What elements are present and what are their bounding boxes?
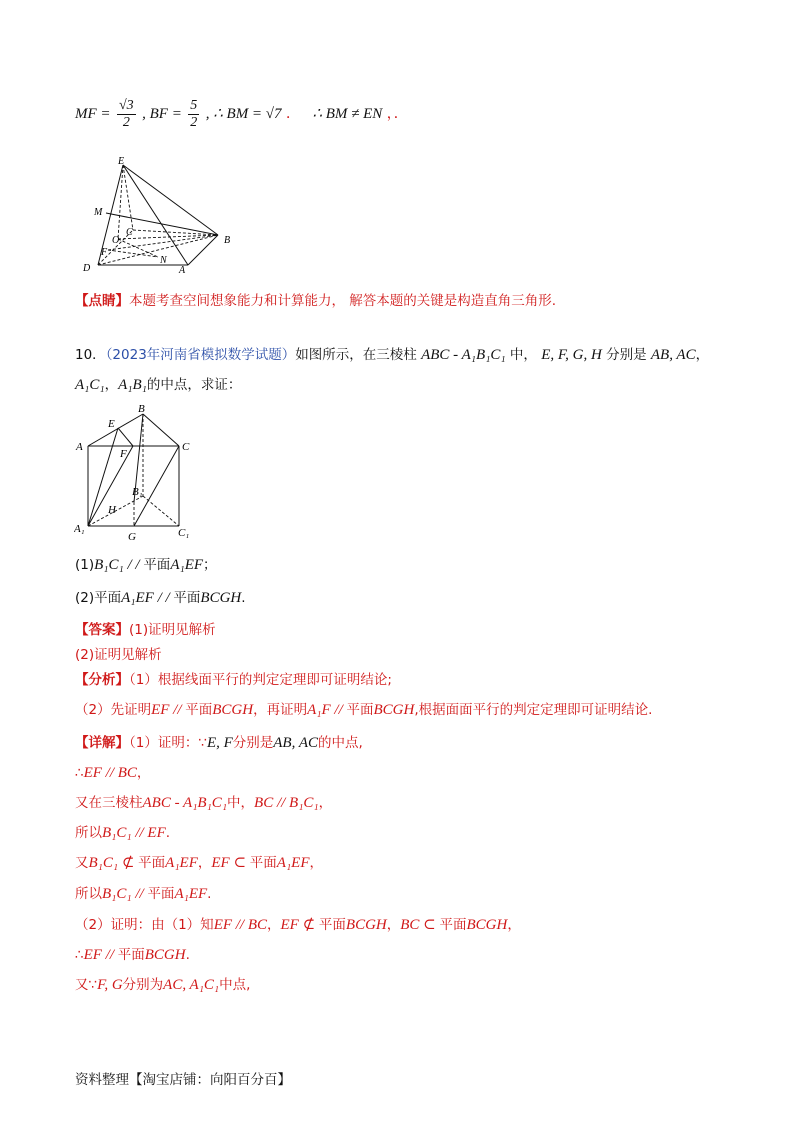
top-formula-line: [75, 96, 408, 132]
detail-l1-m2: AB, AC: [273, 735, 318, 751]
label-C: C: [182, 441, 190, 453]
detail-line-4: [75, 823, 170, 843]
analysis-p2-m3: A₁F //: [307, 702, 347, 718]
detail-l7-m2: EF ⊄: [280, 917, 319, 933]
detail-l9-m: F, G: [97, 977, 123, 993]
label-E: E: [118, 156, 125, 167]
fraction-denominator: 2: [122, 114, 130, 130]
problem-ab-ac: AB, AC: [650, 347, 696, 363]
detail-line-1: [75, 733, 363, 753]
question-2: [75, 588, 246, 608]
label-E: E: [108, 418, 115, 430]
formula-mf: MF =: [75, 106, 111, 122]
detail-l8-m2: BCGH: [144, 947, 186, 963]
detail-l7-m3: BCGH: [345, 917, 387, 933]
analysis-line-1: [75, 670, 392, 690]
q2-math: A₁EF / /: [121, 590, 174, 606]
formula-bf: , BF =: [142, 106, 182, 122]
detail-l7-m: EF // BC: [213, 917, 268, 933]
detail-line-6: [75, 884, 211, 904]
answer-line-1: [75, 620, 216, 640]
detail-l8-m: EF //: [83, 947, 118, 963]
detail-l9-b: 分别为: [122, 977, 164, 993]
analysis-p2-e: ,根据面面平行的判定定理即可证明结论.: [414, 702, 653, 718]
dianjing-line: [75, 291, 556, 311]
label-A: A: [76, 441, 83, 453]
detail-l9-a: 又∵: [75, 977, 98, 993]
detail-l1-a: （1）证明：∵: [129, 735, 207, 751]
analysis-tag: 【分析】: [75, 672, 129, 688]
analysis-p2-b: 平面: [185, 702, 213, 718]
detail-l5-d: 平面: [249, 855, 277, 871]
detail-l6-m2: A₁EF: [174, 886, 208, 902]
q2-prefix: (2)平面: [75, 590, 122, 606]
detail-line-7: [75, 915, 521, 935]
analysis-p2-a: （2）先证明: [75, 702, 152, 718]
problem-text-4: 的中点，求证：: [146, 377, 242, 393]
problem-a1b1: A₁B₁: [118, 377, 147, 393]
analysis-p1: （1）根据线面平行的判定定理即可证明结论;: [129, 672, 392, 688]
label-A: A: [179, 265, 186, 276]
fraction-denominator: 2: [190, 114, 198, 130]
detail-l7-m4: BC ⊂: [400, 917, 440, 933]
detail-l5-e: ，: [309, 855, 323, 871]
formula-dot: ．: [286, 106, 300, 122]
detail-tag: 【详解】: [75, 735, 129, 751]
detail-l7-f: ，: [507, 917, 521, 933]
label-F: F: [120, 448, 127, 460]
problem-sep: ，: [104, 377, 119, 393]
detail-l1-b: 分别是: [232, 735, 274, 751]
detail-line-8: [75, 945, 190, 965]
q1-plane: 平面: [143, 557, 171, 573]
label-D: D: [83, 263, 91, 274]
detail-l6-c: .: [207, 886, 212, 902]
detail-l3-m: ABC - A₁B₁C₁: [142, 795, 228, 811]
label-M: M: [94, 207, 103, 218]
label-H: H: [108, 504, 116, 516]
detail-l7-m5: BCGH: [466, 917, 508, 933]
problem-text-3: 分别是: [606, 347, 647, 363]
label-B: B: [138, 403, 145, 415]
detail-l7-d: ，: [386, 917, 401, 933]
problem-text-1: 如图所示，在三棱柱: [295, 347, 417, 363]
detail-l9-m2: AC, A₁C₁: [163, 977, 220, 993]
problem-points: E, F, G, H: [541, 347, 602, 363]
detail-l6-m: B₁C₁ //: [102, 886, 148, 902]
detail-l9-c: 中点,: [219, 977, 251, 993]
label-C: C: [126, 227, 133, 238]
q1-end: ；: [203, 557, 217, 573]
figure-prism: [74, 402, 204, 542]
detail-l5-c: ，: [197, 855, 212, 871]
answer-2: (2)证明见解析: [75, 647, 162, 663]
detail-line-2: [75, 763, 150, 783]
detail-l1-c: 的中点,: [318, 735, 363, 751]
detail-l3-c: ，: [318, 795, 333, 811]
detail-l6-b: 平面: [147, 886, 175, 902]
problem-comma: ，: [695, 347, 710, 363]
answer-line-2: [75, 645, 162, 665]
analysis-p2-m1: EF //: [151, 702, 186, 718]
analysis-line-2: [75, 700, 652, 720]
detail-l1-m: E, F: [206, 735, 233, 751]
label-O: O: [112, 235, 120, 246]
analysis-p2-d: 平面: [346, 702, 374, 718]
label-B1: B₁: [132, 486, 143, 498]
figure-pyramid: [78, 155, 248, 280]
label-N: N: [160, 255, 167, 266]
label-A1: A₁: [74, 523, 85, 535]
problem-a1c1: A₁C₁: [75, 377, 105, 393]
answer-1: (1)证明见解析: [129, 622, 216, 638]
detail-l4-m: B₁C₁ // EF: [102, 825, 166, 841]
problem-line-2: [75, 375, 241, 395]
detail-line-3: [75, 793, 332, 813]
answer-tag: 【答案】: [75, 622, 129, 638]
q2-math2: BCGH: [200, 590, 242, 606]
analysis-p2-m4: BCGH: [373, 702, 415, 718]
detail-l4-a: 所以: [75, 825, 102, 841]
detail-line-9: [75, 975, 250, 995]
analysis-p2-m2: BCGH: [212, 702, 254, 718]
analysis-p2-c: ，再证明: [253, 702, 308, 718]
label-G: G: [128, 531, 136, 542]
detail-l5-m4: A₁EF: [276, 855, 310, 871]
detail-l3-a: 又在三棱柱: [75, 795, 143, 811]
detail-l7-b: ，: [267, 917, 281, 933]
detail-l4-b: .: [165, 825, 171, 841]
problem-source: （2023年河南省模拟数学试题）: [105, 347, 296, 363]
fraction-5-over-2: [188, 98, 199, 131]
detail-l5-m2: A₁EF: [165, 855, 198, 871]
dianjing-tag: 【点睛】: [75, 293, 129, 309]
formula-bm-neq-en: ∴ BM ≠ EN: [312, 106, 383, 122]
label-B: B: [224, 235, 231, 246]
detail-l5-m3: EF ⊂: [211, 855, 250, 871]
detail-l7-a: （2）证明：由（1）知: [75, 917, 214, 933]
fraction-numerator: 5: [190, 97, 198, 113]
detail-l8-c: .: [185, 947, 190, 963]
detail-l5-a: 又: [75, 855, 89, 871]
q1-math2: A₁EF: [170, 557, 204, 573]
detail-l2-m: EF // BC: [83, 765, 137, 781]
dianjing-text: 本题考查空间想象能力和计算能力， 解答本题的关键是构造直角三角形.: [129, 293, 557, 309]
detail-l3-b: 中，: [227, 795, 255, 811]
label-C1: C₁: [178, 527, 190, 539]
q2-end: .: [241, 590, 246, 606]
detail-l2-b: ，: [136, 765, 151, 781]
detail-l5-m: B₁C₁ ⊄: [88, 855, 139, 871]
q1-prefix: (1): [75, 557, 95, 573]
detail-l8-b: 平面: [117, 947, 145, 963]
question-1: [75, 555, 217, 575]
detail-l7-c: 平面: [318, 917, 346, 933]
detail-l3-m2: BC // B₁C₁: [254, 795, 319, 811]
fraction-numerator: √3: [118, 97, 134, 113]
detail-l5-b: 平面: [138, 855, 166, 871]
q2-plane: 平面: [173, 590, 201, 606]
detail-l6-a: 所以: [75, 886, 102, 902]
fraction-sqrt3-over-2: [117, 98, 136, 131]
label-F: F: [101, 247, 108, 258]
problem-line-1: [75, 345, 709, 365]
formula-bm: , ∴ BM = √7: [205, 106, 282, 122]
problem-text-2: 中，: [509, 347, 537, 363]
page-footer: 资料整理【淘宝店铺：向阳百分百】: [75, 1072, 291, 1088]
q1-math: B₁C₁ / /: [94, 557, 144, 573]
problem-prism: ABC - A₁B₁C₁: [421, 347, 506, 363]
formula-end: ，．: [386, 106, 408, 122]
detail-l7-e: 平面: [439, 917, 467, 933]
detail-l8-a: ∴: [75, 947, 84, 963]
problem-number: 10．: [75, 347, 106, 363]
detail-l2-a: ∴: [75, 765, 84, 781]
detail-line-5: [75, 853, 323, 873]
